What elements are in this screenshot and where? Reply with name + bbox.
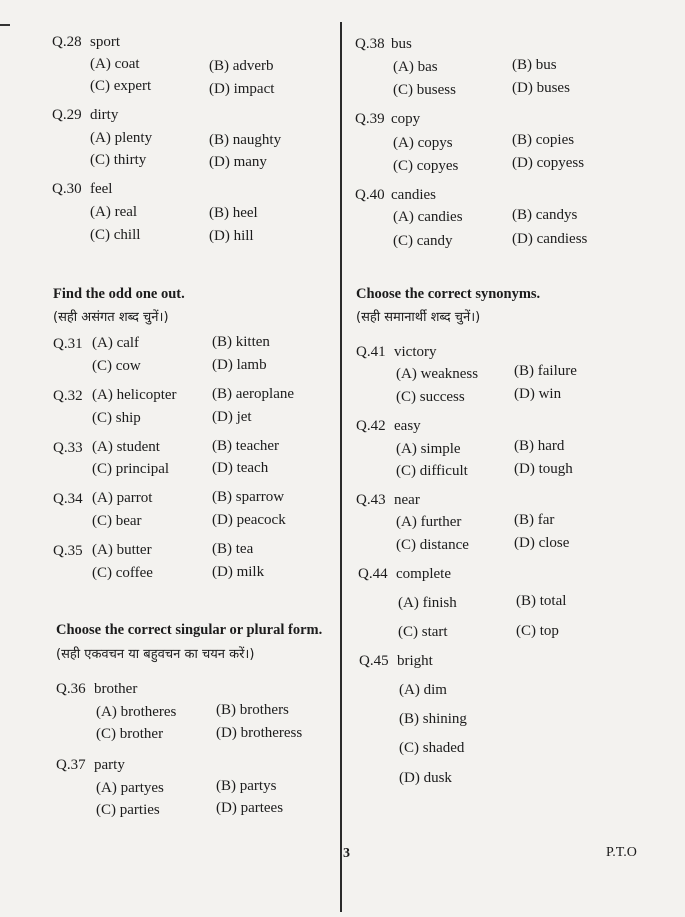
q29-option-c: (C) thirty [90,152,147,168]
q43-option-c: (C) distance [396,537,469,553]
q34-option-a: (A) parrot [92,490,153,506]
pto-label: P.T.O [606,845,637,860]
q35-option-a: (A) butter [92,542,152,558]
q45-word: bright [397,653,433,669]
q36-word: brother [94,681,138,697]
q38-option-c: (C) busess [393,82,456,98]
q42-word: easy [394,418,421,434]
q41-option-d: (D) win [514,386,562,402]
q36-option-d: (D) brotheress [216,725,303,741]
q32-option-b: (B) aeroplane [212,386,295,402]
q44-option-b: (B) total [516,593,567,609]
odd-one-out-hindi: (सही असंगत शब्द चुनें।) [53,310,169,325]
q41-word: victory [394,344,437,360]
q37-option-a: (A) partyes [96,780,164,796]
q38-number: Q.38 [355,36,385,52]
q42-option-d: (D) tough [514,461,573,477]
edge-mark [0,24,10,26]
q41-option-c: (C) success [396,389,465,405]
q34-number: Q.34 [53,491,83,507]
q29-word: dirty [90,107,119,123]
q30-option-d: (D) hill [209,228,254,244]
q31-number: Q.31 [53,336,83,352]
q43-option-a: (A) further [396,514,462,530]
q36-option-c: (C) brother [96,726,164,742]
q41-option-b: (B) failure [514,363,577,379]
q33-option-b: (B) teacher [212,438,280,454]
q30-option-b: (B) heel [209,205,258,221]
q45-option-b: (B) shining [399,711,467,727]
q32-option-a: (A) helicopter [92,387,177,403]
q36-option-b: (B) brothers [216,702,289,718]
q28-number: Q.28 [52,34,82,50]
q30-number: Q.30 [52,181,82,197]
q35-option-c: (C) coffee [92,565,153,581]
q37-word: party [94,757,125,773]
q39-option-a: (A) copys [393,135,453,151]
q38-option-b: (B) bus [512,57,557,73]
q28-word: sport [90,34,120,50]
q40-option-c: (C) candy [393,233,453,249]
q31-option-c: (C) cow [92,358,141,374]
q34-option-b: (B) sparrow [212,489,285,505]
q31-option-b: (B) kitten [212,334,270,350]
q40-option-d: (D) candiess [512,231,588,247]
q29-option-b: (B) naughty [209,132,282,148]
column-divider [340,22,342,912]
q43-option-b: (B) far [514,512,555,528]
q32-option-c: (C) ship [92,410,141,426]
q29-option-a: (A) plenty [90,130,153,146]
q28-option-a: (A) coat [90,56,140,72]
q31-option-d: (D) lamb [212,357,267,373]
synonyms-heading: Choose the correct synonyms. [356,286,541,302]
q36-option-a: (A) brotheres [96,704,177,720]
q44-number: Q.44 [358,566,388,582]
q39-word: copy [391,111,421,127]
q37-option-b: (B) partys [216,778,277,794]
q43-number: Q.43 [356,492,386,508]
q45-option-c: (C) shaded [399,740,465,756]
synonyms-hindi: (सही समानार्थी शब्द चुनें।) [356,310,481,325]
q32-number: Q.32 [53,388,83,404]
q44-option-a: (A) finish [398,595,457,611]
q36-number: Q.36 [56,681,86,697]
q30-word: feel [90,181,113,197]
q38-option-a: (A) bas [393,59,438,75]
q38-option-d: (D) buses [512,80,570,96]
q40-word: candies [391,187,436,203]
q39-number: Q.39 [355,111,385,127]
q28-option-b: (B) adverb [209,58,274,74]
q37-number: Q.37 [56,757,86,773]
q33-option-c: (C) principal [92,461,170,477]
q35-option-d: (D) milk [212,564,265,580]
q43-word: near [394,492,420,508]
q45-number: Q.45 [359,653,389,669]
q28-option-d: (D) impact [209,81,275,97]
q40-number: Q.40 [355,187,385,203]
q42-option-b: (B) hard [514,438,565,454]
q39-option-b: (B) copies [512,132,575,148]
q35-number: Q.35 [53,543,83,559]
q29-option-d: (D) many [209,154,267,170]
q32-option-d: (D) jet [212,409,252,425]
q40-option-a: (A) candies [393,209,463,225]
q43-option-d: (D) close [514,535,570,551]
singular-plural-hindi: (सही एकवचन या बहुवचन का चयन करें।) [56,647,255,662]
q37-option-d: (D) partees [216,800,284,816]
q30-option-c: (C) chill [90,227,141,243]
q38-word: bus [391,36,412,52]
q40-option-b: (B) candys [512,207,578,223]
q42-option-a: (A) simple [396,441,461,457]
q33-option-a: (A) student [92,439,160,455]
q45-option-d: (D) dusk [399,770,452,786]
q44-option-c: (C) start [398,624,448,640]
q41-option-a: (A) weakness [396,366,479,382]
q31-option-a: (A) calf [92,335,140,351]
q45-option-a: (A) dim [399,682,447,698]
q41-number: Q.41 [356,344,386,360]
q44-option-d: (C) top [516,623,559,639]
q44-word: complete [396,566,451,582]
q37-option-c: (C) parties [96,802,160,818]
q42-number: Q.42 [356,418,386,434]
odd-one-out-heading: Find the odd one out. [53,286,185,302]
page-number: 3 [343,846,350,861]
q35-option-b: (B) tea [212,541,254,557]
q33-option-d: (D) teach [212,460,269,476]
q28-option-c: (C) expert [90,78,152,94]
q39-option-c: (C) copyes [393,158,459,174]
q29-number: Q.29 [52,107,82,123]
q42-option-c: (C) difficult [396,463,468,479]
q39-option-d: (D) copyess [512,155,585,171]
singular-plural-heading: Choose the correct singular or plural form. [56,622,323,638]
q34-option-d: (D) peacock [212,512,286,528]
q34-option-c: (C) bear [92,513,142,529]
q30-option-a: (A) real [90,204,138,220]
q33-number: Q.33 [53,440,83,456]
